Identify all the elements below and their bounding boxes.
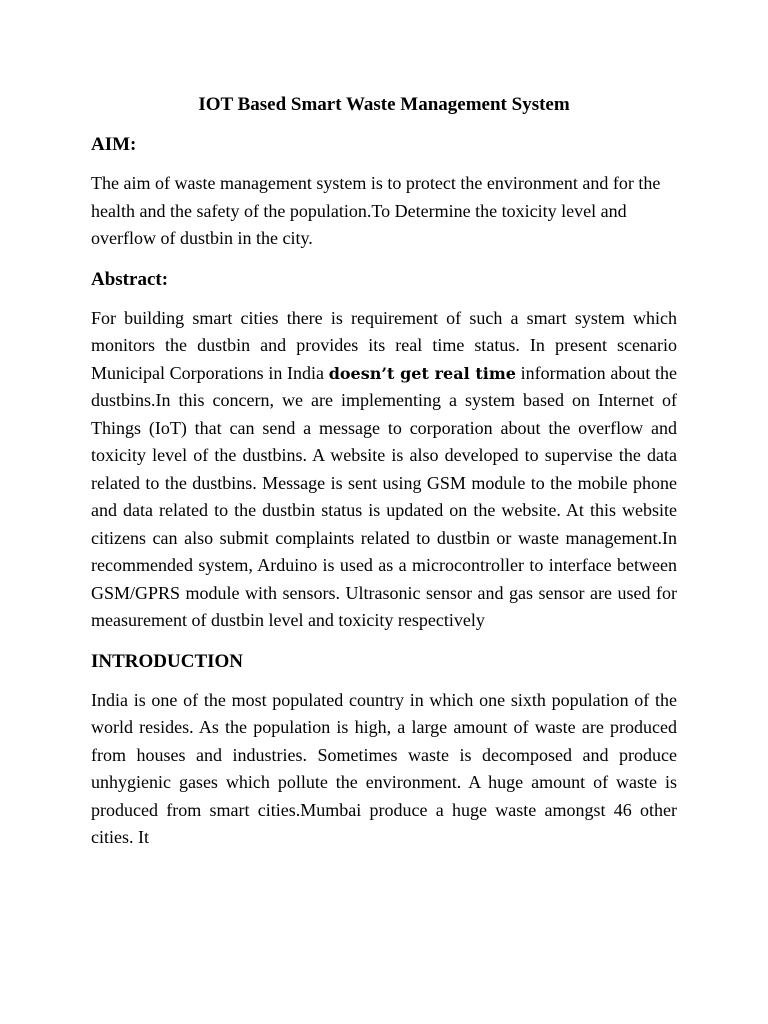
aim-heading: AIM: [91, 134, 137, 155]
aim-paragraph: The aim of waste management system is to protect the environment and for the health and the safety of the population.To Determine the toxicity level and overflow of dustbin in the city. [91, 173, 661, 248]
abstract-paragraph [91, 305, 677, 635]
document-page [91, 92, 677, 852]
introduction-paragraph: India is one of the most populated country in which one sixth population of the world resides. As the population is high, a large amount of waste are produced from houses and industries. Sometimes waste is decomposed and produce unhygienic gases which pollute the environment. A huge amount of waste is produced from smart cities.Mumbai produce a huge waste amongst 46 other cities. It [91, 689, 677, 847]
abstract-text-start: For building smart cities there is requirement of such a smart system which monitors the dustbin and provides its real time status. In present scenario Municipal Corporations in India [91, 307, 677, 383]
abstract-text-end: information about the dustbins.In this concern, we are implementing a system based on Internet of Things (IoT) that can send a message to corporation about the overflow and toxicity level of the dustbins. A website is also developed to supervise the data related to the dustbins. Message is sent using GSM module to the mobile phone and data related to the dustbin status is updated on the website. At this website citizens can also submit complaints related to dustbin or waste management.In recommended system, Arduino is used as a microcontroller to interface between GSM/GPRS module with sensors. Ultrasonic sensor and gas sensor are used for measurement of dustbin level and toxicity respectively [91, 362, 677, 630]
introduction-heading: INTRODUCTION [91, 650, 244, 672]
abstract-bold-phrase: doesn’t get real time [328, 363, 516, 383]
document-title: IOT Based Smart Waste Management System [198, 94, 570, 115]
abstract-heading: Abstract: [91, 268, 169, 290]
